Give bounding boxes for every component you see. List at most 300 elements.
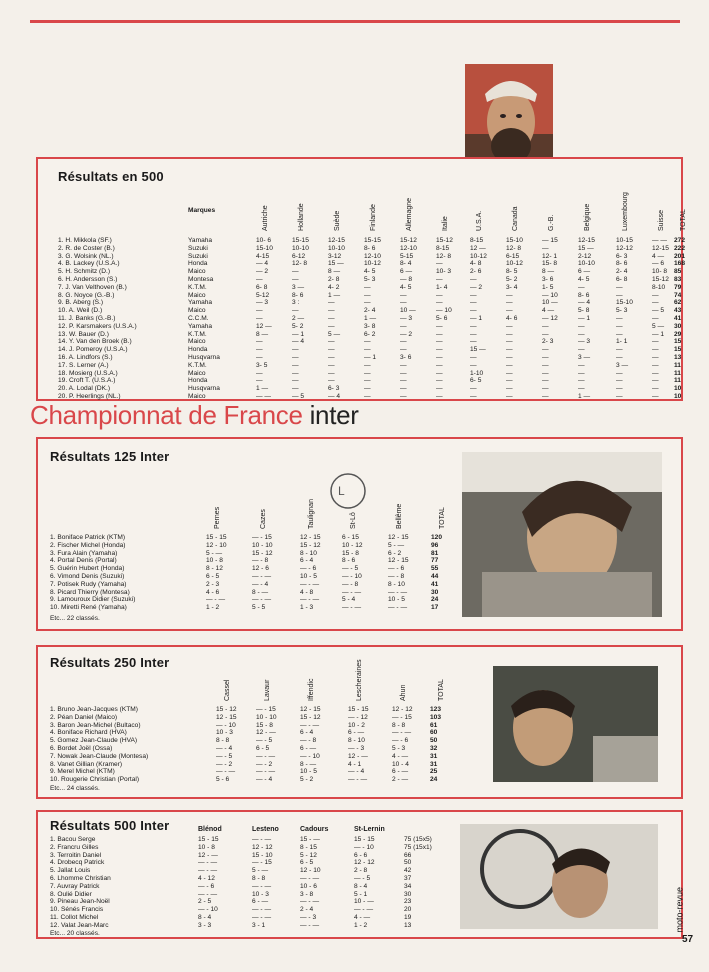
rider-250-1: 1. Bruno Jean-Jacques (KTM) <box>50 706 138 713</box>
res500i-cell: 66 <box>404 851 412 859</box>
res500-column <box>292 237 309 401</box>
res500-cell: 15-12 <box>436 237 453 244</box>
res500-cell: 12 — <box>470 244 486 252</box>
res500i-cell: 19 <box>404 913 412 921</box>
res250-column <box>300 706 321 784</box>
res500-cell: 10- 6 <box>256 237 272 244</box>
res500-cell: — <box>328 353 335 361</box>
res500-cell: 5 — <box>328 330 341 338</box>
rider-500-inter-1: 1. Bacou Serge <box>50 836 96 843</box>
res125-cell: 12 - 15 <box>388 557 409 565</box>
res500-cell: — <box>364 392 371 400</box>
res500i-cell: — - 6 <box>198 882 215 890</box>
res500-cell: — <box>616 377 623 385</box>
res500-cell: — <box>542 377 549 385</box>
res500-cell: 8 — <box>256 330 269 338</box>
res500-cell: — <box>578 377 585 385</box>
res125-cell: 12 - 15 <box>388 534 409 541</box>
res500-cell: — <box>470 275 477 283</box>
marque-500-8: Maico <box>188 291 206 299</box>
res500-cell: 10 — <box>400 307 416 315</box>
res500i-cell: 15 - 15 <box>354 836 375 843</box>
rider-500-inter-3: 3. Terroitin Daniel <box>50 851 102 859</box>
res500-cell: — <box>292 369 299 377</box>
rider-500-inter-7: 7. Auvray Patrick <box>50 882 100 890</box>
svg-text:L: L <box>338 484 345 498</box>
res250-cell: — - 2 <box>256 760 273 768</box>
res500-cell: — <box>616 392 623 400</box>
res500-cell: 12-10 <box>364 252 381 260</box>
res500i-venue-header: St-Lernin <box>354 826 385 833</box>
rider-125-5: 5. Guérin Hubert (Honda) <box>50 565 125 573</box>
res250-cell: 60 <box>430 729 438 737</box>
res125-cell: 81 <box>431 549 439 557</box>
res500-cell: — 15 <box>542 237 558 244</box>
res125-cell: — - — <box>300 596 320 604</box>
res250-cell: — - — <box>348 776 368 784</box>
res500i-cell: 10 - — <box>354 898 374 906</box>
res500i-cell: 23 <box>404 898 412 906</box>
res500i-cell: 5 - 12 <box>300 851 317 859</box>
res500-cell: 2- 8 <box>328 275 340 283</box>
res250-cell: 6 - — <box>392 768 409 776</box>
res250-cell: 10 - 4 <box>392 760 409 768</box>
res500i-cell: — - — <box>198 859 218 867</box>
res500-cell: — <box>328 346 335 354</box>
res500i-cell: 75 (15x5) <box>404 836 432 843</box>
res125-column <box>300 534 321 612</box>
res500-cell: — <box>400 338 407 346</box>
rider-500-16: 16. A. Lindfors (S.) <box>58 353 113 361</box>
res500-cell: 1- 5 <box>542 283 554 291</box>
rider-500-3: 3. G. Wolsink (NL.) <box>58 252 114 260</box>
res125-cell: 24 <box>431 596 439 604</box>
res500-cell: — <box>436 353 443 361</box>
res500-cell: 4 — <box>652 252 665 260</box>
res500-cell: — <box>364 346 371 354</box>
res500-cell: — <box>616 291 623 299</box>
res500-cell: — <box>542 353 549 361</box>
res500-cell: — — <box>256 392 272 400</box>
results-500-box <box>36 157 687 401</box>
rider-500-inter-6: 6. Lhomme Christian <box>50 874 111 882</box>
res500-cell: 15-10 <box>616 299 633 307</box>
res500-cell: — <box>256 307 263 315</box>
res500i-column <box>300 836 321 930</box>
res500-cell: — <box>470 385 477 393</box>
res500-column <box>436 237 453 401</box>
res500i-cell: 20 <box>404 906 412 914</box>
res500-cell: 5- 6 <box>436 314 448 322</box>
res500-cell: — <box>328 307 335 315</box>
rider-500-21: 20. P. Heerlings (NL.) <box>58 392 121 400</box>
res500i-cell: — - — <box>300 898 320 906</box>
res500i-cell: 15 - 15 <box>198 836 219 843</box>
rider-500-inter-10: 10. Sénés Francis <box>50 906 104 914</box>
res500-cell: 5-15 <box>400 252 414 260</box>
res500-cell: — <box>578 283 585 291</box>
rider-250-5: 5. Gomez Jean-Claude (HVA) <box>50 737 138 745</box>
marque-500-11: C.C.M. <box>188 314 209 322</box>
res500-cell: — <box>506 385 513 393</box>
rider-500-12: 12. P. Karsmakers (U.S.A.) <box>58 322 137 330</box>
logo-stamp <box>328 471 368 511</box>
res500-cell: 10-10 <box>292 244 309 252</box>
res500-cell: 10 <box>674 385 682 393</box>
marque-500-18: Maico <box>188 369 206 377</box>
res500-cell: — <box>652 377 659 385</box>
res125-cell: 12 - 10 <box>206 541 227 549</box>
res500-column <box>256 237 273 401</box>
rider-500-1: 1. H. Mikkola (SF.) <box>58 237 112 244</box>
res500-cell: — <box>470 392 477 400</box>
res500-cell: — <box>542 385 549 393</box>
rider-250-10: 10. Rougerie Christian (Portal) <box>50 776 140 784</box>
res500-cell: 12- 8 <box>292 260 308 268</box>
res500-cell: — <box>652 361 659 369</box>
marque-500-19: Honda <box>188 377 208 385</box>
res125-cell: — - 5 <box>342 565 359 573</box>
res500-cell: — <box>400 361 407 369</box>
res500i-column <box>198 836 219 930</box>
res500-cell: — 10 <box>436 307 452 315</box>
results-500-title: Résultats en 500 <box>58 169 164 184</box>
res500-cell: — <box>652 385 659 393</box>
rider-500-inter-12: 12. Valat Jean-Marc <box>50 921 109 929</box>
res125-col-header: Bellême <box>396 503 403 529</box>
res250-cell: — - — <box>300 721 320 729</box>
res500-cell: — <box>292 268 299 276</box>
res500-cell: 43 <box>674 307 682 315</box>
res500-cell: — <box>328 314 335 322</box>
res250-cell: 5 - 6 <box>216 776 230 784</box>
res500-cell: 2- 3 <box>542 338 554 346</box>
res500i-cell: 3 - 3 <box>198 921 212 929</box>
res500-cell: — <box>436 260 443 268</box>
res500i-cell: 4 - — <box>354 913 371 921</box>
results-250-footer: Etc... 24 classés. <box>50 785 100 792</box>
res250-cell: — - 4 <box>256 776 273 784</box>
rider-125-8: 8. Picard Thierry (Montesa) <box>50 588 130 596</box>
res500-cell: — <box>292 353 299 361</box>
marque-500-4: Honda <box>188 260 208 268</box>
res500-cell: — 12 <box>542 314 558 322</box>
res500-cell: 3 : <box>292 299 300 307</box>
res500-cell: 83 <box>674 275 682 283</box>
res500i-cell: 6 - 5 <box>300 859 314 867</box>
res500-cell: — <box>506 369 513 377</box>
res125-cell: 1 - 2 <box>206 604 220 612</box>
res500-cell: — 10 <box>542 291 558 299</box>
res500-cell: — <box>364 361 371 369</box>
res250-cell: 6 - — <box>300 744 317 752</box>
res500-cell: 11 <box>674 377 681 385</box>
results-500-inter-title: Résultats 500 Inter <box>50 818 170 833</box>
res500i-cell: 5 - — <box>252 867 269 875</box>
res500-cell: 11 <box>674 369 681 377</box>
res500-cell: 3- 6 <box>542 275 554 283</box>
res500-cell: 6- 2 <box>364 330 376 338</box>
res500-cell: — <box>328 338 335 346</box>
res500-cell: — <box>652 291 659 299</box>
rider-250-3: 3. Baron Jean-Michel (Bultaco) <box>50 721 141 729</box>
res500i-column <box>252 836 273 930</box>
marque-500-16: Husqvarna <box>188 353 220 361</box>
res500-cell: — <box>470 299 477 307</box>
res500-cell: — <box>256 369 263 377</box>
res500-cell: 5- 3 <box>364 275 376 283</box>
res500-cell: — 4 <box>328 392 341 400</box>
res500-cell: 12- 1 <box>542 252 558 260</box>
res500-cell: 85 <box>674 268 682 276</box>
res250-col-header: Lescheraines <box>356 659 363 701</box>
res500-cell: — <box>400 385 407 393</box>
res500-cell: 1-10 <box>470 369 484 377</box>
page-number: 57 <box>682 934 694 945</box>
res250-col-header: Cassel <box>224 679 231 701</box>
res125-cell: 6 - 4 <box>300 557 314 565</box>
res500-cell: 12-15 <box>578 237 595 244</box>
marque-500-10: Maico <box>188 307 206 315</box>
res500i-cell: 10 - 3 <box>252 890 269 898</box>
res500-cell: 1- 4 <box>436 283 448 291</box>
res500-cell: — 2 <box>400 330 413 338</box>
res500-column <box>578 237 595 401</box>
res500-cell: — <box>470 291 477 299</box>
res125-cell: — - — <box>206 596 226 604</box>
res500i-venue-header: Blénod <box>198 826 222 833</box>
res500-cell: 15 <box>674 346 682 354</box>
res125-cell: 41 <box>431 580 439 588</box>
res250-cell: 4 - 1 <box>348 760 362 768</box>
res500i-cell: 3 - 8 <box>300 890 314 898</box>
res250-cell: — - — <box>256 768 276 776</box>
rider-500-inter-8: 8. Oulié Didier <box>50 890 92 898</box>
res500-cell: — <box>292 361 299 369</box>
results-125-box <box>36 437 683 631</box>
res500-cell: — <box>400 322 407 330</box>
res500-cell: 8- 6 <box>616 260 628 268</box>
res500i-cell: — - — <box>252 913 272 921</box>
results-125-footer: Etc... 22 classés. <box>50 615 100 622</box>
res500-column <box>542 237 558 401</box>
rider-500-13: 13. W. Bauer (D.) <box>58 330 109 338</box>
res500-cell: 12-15 <box>328 237 345 244</box>
res500i-cell: 34 <box>404 882 412 890</box>
res500-cell: 3- 6 <box>400 353 412 361</box>
res500-col-header: Suède <box>334 210 341 231</box>
res500-cell: — <box>506 377 513 385</box>
rider-list <box>58 237 137 401</box>
res250-col-header: Lavaur <box>264 679 271 701</box>
res500-cell: 4- 5 <box>578 275 590 283</box>
marque-500-17: K.T.M. <box>188 361 207 369</box>
res500-cell: 41 <box>674 314 682 322</box>
res125-col-header: St-Lô <box>350 512 357 529</box>
res500-cell: — <box>616 314 623 322</box>
res500-cell: — <box>652 392 659 400</box>
rider-500-8: 8. G. Noyce (G.-B.) <box>58 291 115 299</box>
res500i-cell: 12 - 12 <box>252 843 273 851</box>
res500-cell: — <box>506 291 513 299</box>
res250-cell: 15 - 12 <box>300 713 321 721</box>
res125-cell: — - — <box>388 604 408 612</box>
res500i-venue-header: Lesteno <box>252 826 279 833</box>
res125-cell: 15 - 8 <box>342 549 359 557</box>
res250-column <box>392 706 413 784</box>
rider-250-8: 8. Vanet Gillian (Kramer) <box>50 760 123 768</box>
res500-cell: — <box>436 330 443 338</box>
res500i-column <box>354 836 375 930</box>
res125-cell: 5 - 4 <box>342 596 356 604</box>
res500-cell: — <box>616 283 623 291</box>
res500-cell: 4-15 <box>256 252 270 260</box>
res500-cell: — <box>616 353 623 361</box>
res500i-cell: — - — <box>198 867 218 875</box>
rider-500-inter-5: 5. Jallat Louis <box>50 867 91 875</box>
res250-cell: 103 <box>430 713 442 721</box>
res500i-cell: 12 - 12 <box>354 859 375 867</box>
res125-cell: 96 <box>431 541 439 549</box>
marques-header: Marques <box>188 207 216 214</box>
res500-cell: 1 — <box>578 392 591 400</box>
res250-column <box>216 706 237 784</box>
marque-500-15: Honda <box>188 346 208 354</box>
res500-cell: — <box>328 322 335 330</box>
res500i-cell: — - 10 <box>354 843 374 851</box>
res125-cell: 5 - 5 <box>252 604 266 612</box>
res500-cell: — <box>256 338 263 346</box>
res500-column <box>470 237 487 401</box>
res250-cell: — - 2 <box>216 760 233 768</box>
res125-cell: 10 - 12 <box>342 541 363 549</box>
res500-cell: — <box>436 369 443 377</box>
res500-cell: 12-15 <box>652 244 669 252</box>
res500-cell: 10-15 <box>616 237 633 244</box>
res125-cell: 15 - 12 <box>252 549 273 557</box>
res500-cell: 6- 8 <box>616 275 628 283</box>
res500-cell: — <box>364 369 371 377</box>
rider-125-1: 1. Boniface Patrick (KTM) <box>50 534 126 541</box>
res125-col-header: Taulignan <box>308 499 315 529</box>
res500-cell: 10- 8 <box>652 268 668 276</box>
res125-cell: 12 - 6 <box>252 565 269 573</box>
res125-cell: 6 - 2 <box>388 549 402 557</box>
res500-cell: 4- 5 <box>400 283 412 291</box>
res125-col-header: Cazes <box>260 509 267 529</box>
res500-col-header: U.S.A. <box>476 210 483 231</box>
res500-cell: — <box>400 392 407 400</box>
res500-cell: 3 — <box>578 353 591 361</box>
res500-cell: 168 <box>674 260 686 268</box>
res500-cell: — <box>436 385 443 393</box>
res250-cell: 24 <box>430 776 438 784</box>
res500-cell: — <box>256 314 263 322</box>
res250-cell: 15 - 12 <box>216 706 237 713</box>
res500i-cell: 12 - 10 <box>300 867 321 875</box>
res500-cell: — <box>400 369 407 377</box>
res500-cell: — 1 <box>470 314 483 322</box>
res125-cell: — - — <box>300 580 320 588</box>
res500i-cell: — - 15 <box>252 859 272 867</box>
res500-cell: — 8 <box>400 275 413 283</box>
res500-cell: — <box>578 330 585 338</box>
res250-cell: 32 <box>430 744 438 752</box>
rider-125-2: 2. Fischer Michel (Honda) <box>50 541 126 549</box>
res500i-cell: 10 - 6 <box>300 882 317 890</box>
res500-cell: — <box>470 338 477 346</box>
res125-column <box>388 534 409 612</box>
res500i-cell: 8 - 4 <box>354 882 368 890</box>
res500-cell: 12- 8 <box>436 252 452 260</box>
res500-cell: — <box>470 330 477 338</box>
res500-cell: — <box>436 322 443 330</box>
res500-cell: 1 — <box>364 314 377 322</box>
res250-cell: — - 15 <box>392 713 412 721</box>
res500-cell: 15-12 <box>400 237 417 244</box>
res500-cell: — <box>470 322 477 330</box>
res250-cell: 15 - 15 <box>348 706 369 713</box>
res500-cell: — <box>506 392 513 400</box>
res500-cell: — 1 <box>292 330 305 338</box>
res500-cell: — <box>292 307 299 315</box>
res500-cell: 3- 8 <box>364 322 376 330</box>
res250-col-header: TOTAL <box>438 679 445 701</box>
res500i-cell: 2 - 5 <box>198 898 212 906</box>
res500-cell: 6- 8 <box>256 283 268 291</box>
res250-cell: 123 <box>430 706 442 713</box>
res250-cell: — - 3 <box>348 744 365 752</box>
res500-col-header: Suisse <box>658 209 665 231</box>
marque-500-20: Husqvarna <box>188 385 220 393</box>
res500-cell: 2 — <box>292 314 305 322</box>
res125-cell: — - 8 <box>388 572 405 580</box>
res500-cell: — 5 <box>652 307 665 315</box>
rider-125-6: 6. Vimond Denis (Suzuki) <box>50 572 125 580</box>
res500-cell: 2- 6 <box>470 268 482 276</box>
res500-cell: 10 — <box>542 299 558 307</box>
res500-col-header: G.-B. <box>548 214 555 231</box>
res500-cell: — <box>506 361 513 369</box>
marque-500-12: Yamaha <box>188 322 213 330</box>
res500-cell: 15- 8 <box>542 260 558 268</box>
res250-col-header: Iffendic <box>308 678 315 701</box>
res500-cell: 5- 2 <box>292 322 304 330</box>
res125-cell: 6 - 15 <box>342 534 359 541</box>
res500-cell: — <box>470 361 477 369</box>
res500-cell: — <box>578 369 585 377</box>
res250-cell: 31 <box>430 760 438 768</box>
res500-cell: 2- 4 <box>364 307 376 315</box>
res125-col-header: Pernes <box>214 506 221 529</box>
res500i-cell: 42 <box>404 867 412 875</box>
rider-500-14: 14. Y. Van den Broek (B.) <box>58 338 132 346</box>
res125-column <box>206 534 227 612</box>
res500-cell: 2- 4 <box>616 268 628 276</box>
results-500-inter-footer: Etc... 20 classés. <box>50 930 100 937</box>
res500-column <box>674 237 685 401</box>
res500-cell: — <box>578 322 585 330</box>
res125-cell: — - — <box>252 572 272 580</box>
marque-500-5: Maico <box>188 268 206 276</box>
res500-cell: 11 <box>674 361 681 369</box>
res500-cell: 2-12 <box>578 252 592 260</box>
res500-cell: — <box>400 377 407 385</box>
res500-cell: 12-10 <box>400 244 417 252</box>
rider-500-4: 4. B. Lackey (U.S.A.) <box>58 260 120 268</box>
res500i-cell: 13 <box>404 921 412 929</box>
res500-cell: — 3 <box>400 314 413 322</box>
